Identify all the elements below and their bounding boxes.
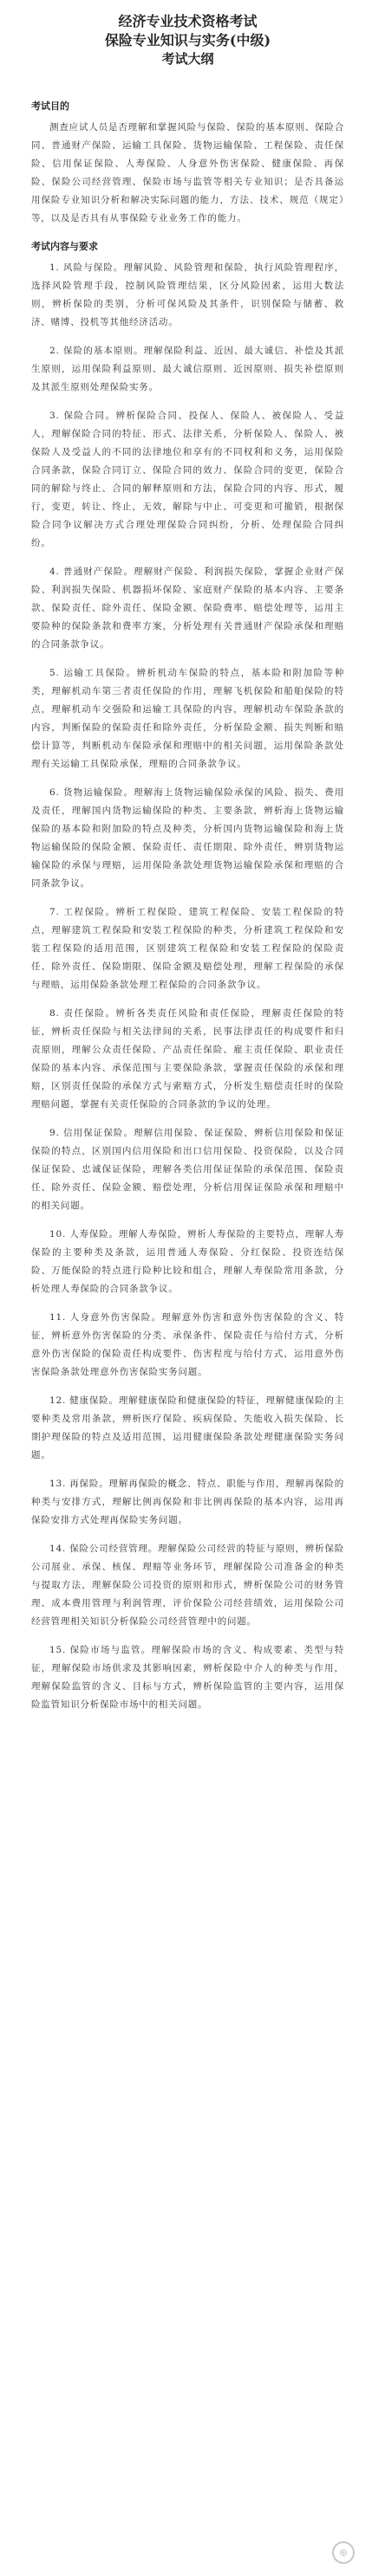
purpose-paragraph: 测查应试人员是否理解和掌握风险与保险、保险的基本原则、保险合同、普通财产保险、运输工具保险、货物运输保险、工程保险、责任保险、信用保证保险、人寿保险、人身意外伤害保险、健康保险、再保险、保险公司经营管理、保险市场与监管等相关专业知识；是否具备运用保险专业知识分析和解决实际问题的能力，方法、技术、规范（规定）等，以及是否具有从事保险专业业务工作的能力。 [31, 122, 344, 223]
content-item: 15. 保险市场与监管。理解保险市场的含义、构成要素、类型与特征，理解保险市场供求及其影响因素，辨析保险中介人的种类与作用，理解保险监管的含义、目标与方式，辨析保险监管的主要内容，运用保险监管知识分析保险市场中的相关问题。 [31, 1645, 344, 1710]
content-item: 6. 货物运输保险。理解海上货物运输保险承保的风险、损失、费用及责任，理解国内货物运输保险的种类、主要条款，辨析海上货物运输保险的基本险和附加险的特点及种类，分析国内货物运输保险和海上货物运输保险的保险金额、保险责任、责任期限、除外责任，辨别货物运输保险的承保与理赔，运用保险条款处理货物运输保险承保和理赔的合同条款争议。 [31, 787, 344, 889]
content-item: 13. 再保险。理解再保险的概念、特点、职能与作用，理解再保险的种类与安排方式，理解比例再保险和非比例再保险的基本内容，运用再保险安排方式处理再保险实务问题。 [31, 1479, 344, 1525]
content-item: 1. 风险与保险。理解风险、风险管理和保险，执行风险管理程序，选择风险管理手段，控制风险管理结果，区分风险因素，运用大数法则，辨析保险的类别，分析可保风险及其条件，识别保险与储蓄、救济、赌博、投机等其他经济活动。 [31, 262, 344, 327]
content-item: 4. 普通财产保险。理解财产保险、利润损失保险，掌握企业财产保险、利润损失保险、机器损坏保险、家庭财产保险的基本内容、主要条款、保险责任、除外责任、保险金额、保险费率、赔偿处理等，运用主要险种的保险条款和费率方案，分析处理有关普通财产保险承保和理赔的合同条款争议。 [31, 566, 344, 650]
content-item: 7. 工程保险。辨析工程保险、建筑工程保险、安装工程保险的特点，理解建筑工程保险和安装工程保险的种类，分析建筑工程保险和安装工程保险的适用范围，区别建筑工程保险和安装工程保险的保险责任、除外责任、保险期限、保险金额及赔偿处理，理解工程保险的承保与理赔，运用保险条款处理工程保险的合同条款争议。 [31, 907, 344, 990]
content-item: 8. 责任保险。辨析各类责任风险和责任保险，理解责任保险的特征，辨析责任保险与相关法律间的关系，民事法律责任的构成要件和归责原则，理解公众责任保险、产品责任保险、雇主责任保险、职业责任保险的基本内容、承保范围与主要保险条款，掌握责任保险的承保和理赔，区别责任保险的承保方式与索赔方式，分析发生赔偿责任时的保险理赔问题，掌握有关责任保险的合同条款的争议的处理。 [31, 1008, 344, 1110]
content-heading: 考试内容与要求 [31, 241, 98, 252]
content-item: 11. 人身意外伤害保险。理解意外伤害和意外伤害保险的含义、特征，辨析意外伤害保险的分类、承保条件、保险责任与给付方式，分析意外伤害保险的保险责任构成要件、伤害程度与给付方式，运用意外伤害保险条款处理意外伤害保险实务问题。 [31, 1312, 344, 1377]
corner-logo-icon: ⊕ [332, 2541, 355, 2564]
content-item: 12. 健康保险。理解健康保险和健康保险的特征，理解健康保险的主要种类及常用条款，辨析医疗保险、疾病保险、失能收入损失保险、长期护理保险的特点及适用范围，运用健康保险条款处理健康保险实务问题。 [31, 1395, 344, 1460]
content-item: 2. 保险的基本原则。理解保险利益、近因、最大诚信、补偿及其派生原则，运用保险利益原则、最大诚信原则、近因原则、损失补偿原则及其派生原则处理保险实务。 [31, 346, 344, 392]
subject-title: 保险专业知识与实务(中级) [104, 32, 271, 49]
purpose-heading: 考试目的 [31, 100, 69, 112]
content-item: 9. 信用保证保险。理解信用保险、保证保险，辨析信用保险和保证保险的特点，区别国内信用保险和出口信用保险、投资保险，以及合同保证保险、忠诚保证保险，理解各类信用保证保险的承保范围、保险责任、除外责任、保险金额、赔偿处理，分析信用保证保险承保和理赔中的相关问题。 [31, 1128, 344, 1211]
content-item: 14. 保险公司经营管理。理解保险公司经营的特征与原则，辨析保险公司展业、承保、核保、理赔等业务环节，理解保险公司准备金的种类与提取方法，理解保险公司投资的原则和形式，辨析保险公司的财务管理、成本费用管理与利润管理，评价保险公司经营绩效，运用保险公司经营管理相关知识分析保险公司经营管理中的问题。 [31, 1544, 344, 1627]
content-item: 5. 运输工具保险。辨析机动车保险的特点，基本险和附加险等种类，理解机动车第三者责任保险的作用，理解飞机保险和船舶保险的特点，理解机动车交强险和运输工具保险的内容，理解机动车保险条款的内容，判断保险的保险责任和除外责任，分析保险金额、损失判断和赔偿计算等，判断机动车保险承保和理赔中的相关问题，运用保险条款处理有关运输工具保险承保，理赔的合同条款争议。 [31, 668, 344, 769]
exam-title: 经济专业技术资格考试 [118, 13, 258, 29]
content-item: 3. 保险合同。辨析保险合同、投保人、保险人、被保险人、受益人，理解保险合同的特征、形式、法律关系，分析保险人、保险人、被保险人及受益人的不同的法律地位和享有的不同权利和义务，运用保险合同条款，保险合同订立、保险合同的效力、保险合同的变更，保险合同的解除与终止、合同的解释原则和方法，保险合同的内容、形式，履行，变更，转让、终止，无效，解除与中止、可变更和可撤销，根据保险合同争议解决方式合理处理保险合同纠纷，分析、处理保险合同纠纷。 [31, 411, 344, 548]
outline-title: 考试大纲 [161, 51, 214, 67]
content-item: 10. 人寿保险。理解人寿保险，辨析人寿保险的主要特点，理解人寿保险的主要种类及条款，运用普通人寿保险、分红保险、投资连结保险、万能保险的特点进行险种比较和组合，理解人寿保险常用条款，分析处理人寿保险的合同条款争议。 [31, 1229, 344, 1294]
